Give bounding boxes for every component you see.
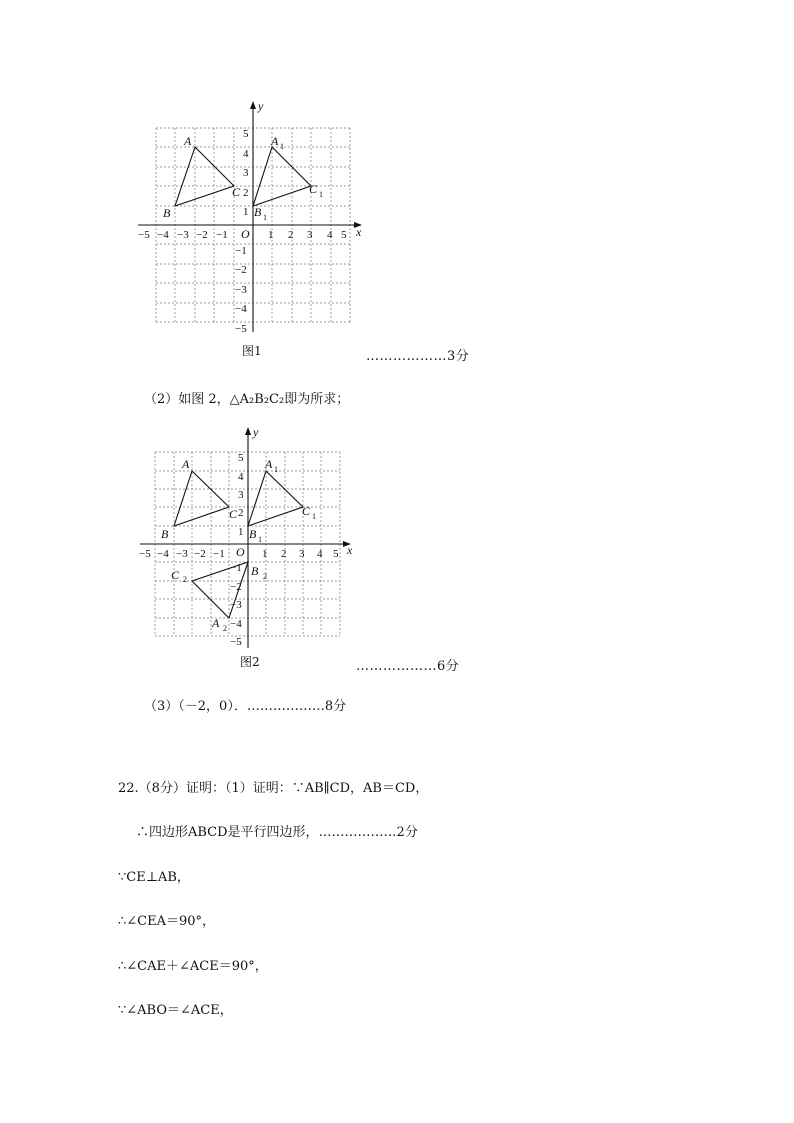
- score-6: ………………6分: [356, 659, 460, 674]
- point-label-b2: B: [251, 564, 259, 578]
- point-label-b1: B: [249, 527, 257, 541]
- y-tick-label: 1: [243, 206, 249, 218]
- point-label-b: B: [163, 206, 171, 220]
- y-tick-label: −5: [230, 636, 242, 648]
- point-label-c: C: [232, 185, 241, 199]
- y-tick-label: 3: [238, 489, 244, 501]
- x-tick-label: −4: [157, 548, 169, 560]
- subscript-a1: 1: [280, 142, 284, 151]
- y-tick-label: 5: [243, 128, 249, 140]
- y-tick-label: −2: [230, 581, 242, 593]
- y-tick-label: −4: [230, 618, 242, 630]
- y-tick-label: −4: [235, 303, 247, 315]
- y-tick-label: −3: [235, 284, 247, 296]
- subscript-b1: 1: [263, 213, 267, 222]
- q22-line-2: ∵CE⊥AB，: [118, 870, 190, 885]
- y-tick-label: 4: [238, 471, 244, 483]
- part-3-text: （3）（－2，0）．………………8分: [144, 699, 347, 714]
- origin-label-1: O: [241, 227, 250, 241]
- x-tick-label: −3: [176, 548, 188, 560]
- x-tick-label: −3: [177, 229, 189, 241]
- point-label-a2: A: [212, 616, 220, 630]
- point-label-c: C: [229, 507, 238, 521]
- x-axis-label-2: x: [347, 543, 353, 557]
- y-tick-label: −3: [230, 599, 242, 611]
- y-tick-label: −1: [235, 245, 247, 257]
- x-tick-label: 5: [333, 548, 339, 560]
- subscript-a2: 2: [223, 624, 227, 633]
- y-tick-label: 5: [238, 452, 244, 464]
- x-tick-label: −1: [213, 548, 225, 560]
- q22-line-1: ∴四边形ABCD是平行四边形，………………2分: [136, 825, 418, 840]
- x-tick-label: −5: [138, 229, 150, 241]
- y-tick-label: 2: [243, 187, 249, 199]
- q22-line-3: ∴∠CEA＝90°，: [118, 914, 216, 929]
- y-tick-label: −5: [235, 323, 247, 335]
- point-label-a1: A: [265, 457, 273, 471]
- x-tick-label: −1: [216, 229, 228, 241]
- subscript-c2: 2: [183, 575, 187, 584]
- q22-line-4: ∴∠CAE＋∠ACE＝90°，: [118, 959, 268, 974]
- figure-1-caption: 图1: [242, 344, 262, 358]
- point-label-c1: C: [302, 504, 311, 518]
- x-tick-label: −2: [196, 229, 208, 241]
- point-label-a: A: [184, 134, 192, 148]
- subscript-b1: 1: [258, 535, 262, 544]
- x-tick-label: −2: [194, 548, 206, 560]
- x-tick-label: 3: [299, 548, 305, 560]
- figure-2-caption: 图2: [240, 655, 260, 669]
- x-tick-label: −4: [157, 229, 169, 241]
- subscript-c1: 1: [319, 190, 323, 199]
- y-tick-label: 2: [238, 507, 244, 519]
- x-tick-label: −5: [139, 548, 151, 560]
- point-label-b1: B: [254, 205, 262, 219]
- x-tick-label: 1: [268, 229, 274, 241]
- point-label-a1: A: [271, 134, 279, 148]
- point-label-c2: C: [171, 568, 180, 582]
- part-2-text: （2）如图 2，△A₂B₂C₂即为所求；: [144, 392, 350, 407]
- y-axis-label-2: y: [253, 425, 259, 439]
- x-tick-label: 4: [317, 548, 323, 560]
- coordinate-grid-2: [0, 0, 400, 680]
- point-label-b: B: [161, 527, 169, 541]
- q22-header: 22.（8分）证明：（1）证明：∵AB∥CD，AB＝CD，: [118, 781, 429, 796]
- point-label-a: A: [182, 457, 190, 471]
- point-label-c1: C: [309, 182, 318, 196]
- origin-label-2: O: [236, 545, 245, 559]
- subscript-b2: 2: [263, 572, 267, 581]
- y-tick-label: −1: [230, 562, 242, 574]
- q22-line-5: ∵∠ABO＝∠ACE，: [118, 1003, 233, 1018]
- subscript-c1: 1: [312, 512, 316, 521]
- x-tick-label: 2: [281, 548, 287, 560]
- x-tick-label: 4: [327, 229, 333, 241]
- triangle-abc-2: [174, 471, 229, 526]
- x-axis-label-1: x: [356, 225, 362, 239]
- x-tick-label: 5: [341, 229, 347, 241]
- subscript-a1: 1: [274, 465, 278, 474]
- y-tick-label: 3: [243, 167, 249, 179]
- x-tick-label: 2: [288, 229, 294, 241]
- y-tick-label: 4: [243, 148, 249, 160]
- x-tick-label: 3: [307, 229, 313, 241]
- figure-2: [0, 0, 400, 680]
- y-axis-arrow-2: [245, 427, 251, 435]
- y-axis-label-1: y: [258, 99, 264, 113]
- triangle-a1b1c1-2: [248, 471, 303, 526]
- y-tick-label: −2: [235, 264, 247, 276]
- x-tick-label: 1: [262, 548, 268, 560]
- score-3: ………………3分: [366, 349, 470, 364]
- y-tick-label: 1: [238, 526, 244, 538]
